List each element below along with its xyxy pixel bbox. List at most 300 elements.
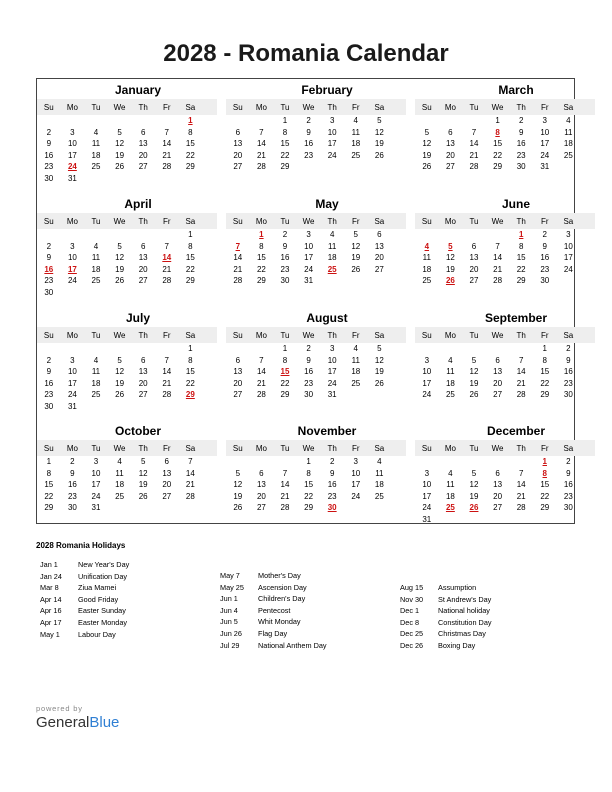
weekday-label: Sa [374,330,385,340]
weekday-label: Tu [91,443,101,453]
day-cell: 22 [304,491,314,501]
weekday-label: Mo [66,330,78,340]
day-cell: 1 [542,344,547,353]
day-cell: 1 [495,116,500,125]
holiday-row [400,640,492,652]
day-empty [273,456,297,468]
day-cell: 6 [377,230,382,239]
day-grid [415,456,595,525]
day-cell: 22 [185,378,195,388]
day-empty [84,343,108,355]
weekday-label: Th [516,102,526,112]
weekday-label: Th [138,102,148,112]
day-cell: 9 [566,355,571,365]
weekday-label: We [113,330,126,340]
holidays-title: 2028 Romania Holidays [36,541,126,550]
day-cell: 11 [351,355,360,365]
day-cell: 14 [162,139,172,148]
weekday-label: Fr [162,443,171,453]
holiday-date: May 1 [40,629,60,639]
day-cell: 23 [516,150,526,160]
holiday-column [40,559,129,640]
day-cell: 31 [540,162,550,171]
holiday-day-cell: 7 [235,241,241,251]
weekday-label: Th [327,443,337,453]
day-cell: 16 [304,139,314,148]
day-cell: 15 [185,139,195,148]
weekday-label: Su [421,216,432,226]
day-cell: 28 [469,162,479,171]
day-cell: 6 [448,127,453,137]
day-cell: 10 [563,241,573,251]
day-cell: 26 [374,378,384,388]
holiday-date: May 7 [220,571,240,580]
day-cell: 25 [351,378,361,388]
day-cell: 28 [233,276,243,285]
day-cell: 23 [280,264,290,274]
day-cell: 17 [67,150,77,160]
day-cell: 26 [115,162,125,171]
day-cell: 27 [233,162,243,171]
day-cell: 30 [44,401,54,411]
day-cell: 26 [115,390,125,399]
holiday-day-cell: 1 [518,230,524,239]
weekday-label: We [113,216,126,226]
holiday-column [220,570,327,651]
day-cell: 7 [471,127,477,137]
weekday-label: Sa [563,216,574,226]
day-cell: 20 [469,264,479,274]
day-cell: 27 [138,162,148,171]
weekday-label: Sa [563,443,574,453]
weekday-label: Th [516,216,526,226]
day-cell: 28 [256,162,266,171]
day-cell: 18 [351,139,361,148]
holiday-date: Mar 8 [40,583,59,593]
day-cell: 7 [259,355,264,365]
day-cell: 23 [540,264,550,274]
day-empty [226,115,250,127]
day-cell: 4 [566,116,571,125]
month-name: July [125,311,150,325]
day-cell: 25 [445,390,455,399]
day-cell: 20 [233,378,243,388]
day-cell: 12 [138,468,148,478]
day-cell: 18 [91,264,101,274]
holiday-name: Unification Day [78,571,128,581]
day-cell: 30 [516,162,526,171]
day-cell: 24 [304,264,314,274]
day-cell: 7 [282,468,288,478]
weekday-label: Su [232,216,243,226]
day-cell: 20 [138,264,148,274]
holiday-date: Jun 5 [220,617,238,627]
day-cell: 13 [445,139,455,148]
holiday-row [220,582,327,594]
holiday-row [40,617,129,629]
weekday-label: We [491,216,504,226]
weekday-label: Su [43,443,54,453]
holiday-name: Labour Day [78,629,116,639]
day-cell: 13 [469,253,479,262]
day-cell: 22 [185,264,195,274]
day-cell: 28 [493,276,503,285]
holiday-row [40,605,129,617]
day-cell: 21 [256,378,266,388]
day-cell: 14 [516,367,526,376]
day-cell: 21 [469,150,479,160]
weekday-label: Fr [351,443,360,453]
day-cell: 16 [516,139,526,148]
day-cell: 24 [327,150,337,160]
day-cell: 1 [46,457,52,466]
day-cell: 30 [67,503,77,512]
day-cell: 11 [115,468,124,478]
day-cell: 18 [91,378,101,388]
month-name: March [498,83,534,97]
day-cell: 27 [138,390,148,399]
weekday-label: Mo [444,102,456,112]
day-cell: 3 [353,457,358,466]
day-cell: 15 [185,253,195,262]
day-cell: 9 [46,139,52,148]
month-name: August [306,311,348,325]
day-cell: 5 [377,344,382,353]
day-cell: 7 [164,355,169,365]
holiday-column [400,582,492,652]
holiday-day-cell: 1 [542,457,547,466]
holiday-name: Mother's Day [258,571,301,580]
day-cell: 17 [422,378,432,388]
month-september [415,309,595,401]
day-cell: 15 [540,480,550,489]
day-cell: 8 [282,127,288,137]
day-cell: 16 [563,480,573,489]
day-cell: 18 [445,491,455,501]
holiday-name: Easter Monday [78,617,128,627]
day-cell: 13 [138,367,148,376]
day-cell: 6 [235,127,241,137]
day-cell: 1 [306,457,311,466]
day-cell: 10 [91,468,101,478]
weekday-label: We [491,102,504,112]
weekday-label: We [113,443,126,453]
day-cell: 15 [493,139,503,148]
day-cell: 31 [327,390,337,399]
month-april [37,195,217,298]
day-cell: 10 [422,367,432,376]
day-cell: 21 [516,491,526,501]
day-cell: 22 [185,150,195,160]
day-cell: 7 [495,241,500,251]
holiday-name: Flag Day [258,628,288,638]
day-cell: 19 [374,367,384,376]
weekday-label: Fr [540,330,549,340]
day-cell: 21 [162,264,172,274]
day-cell: 21 [256,150,266,160]
day-cell: 15 [256,253,266,262]
day-cell: 31 [304,276,314,285]
day-empty [108,115,132,127]
holiday-row [40,559,129,571]
weekday-label: Sa [374,443,385,453]
day-cell: 23 [44,162,54,171]
day-cell: 28 [256,390,266,399]
weekday-label: Fr [540,102,549,112]
day-cell: 13 [233,367,243,376]
day-cell: 27 [469,276,479,285]
day-cell: 24 [67,276,77,285]
day-empty [509,456,533,468]
day-empty [462,115,486,127]
weekday-header [415,440,595,456]
day-cell: 23 [327,491,337,501]
day-cell: 11 [91,253,101,262]
month-name: October [114,424,161,438]
day-cell: 22 [540,378,550,388]
day-cell: 6 [164,457,169,466]
day-cell: 26 [115,276,125,285]
day-cell: 29 [256,276,266,285]
day-cell: 3 [566,230,571,239]
day-cell: 3 [329,344,335,353]
holiday-row [220,605,327,617]
day-empty [61,343,85,355]
day-empty [250,343,274,355]
day-cell: 9 [329,468,335,478]
day-cell: 18 [563,139,573,148]
weekday-label: Sa [563,102,574,112]
day-cell: 2 [46,355,52,365]
day-cell: 19 [469,491,479,501]
day-cell: 9 [566,468,571,478]
day-cell: 17 [304,253,314,262]
holiday-name: Children's Day [258,594,306,604]
day-cell: 19 [351,253,361,262]
holiday-row [40,571,129,583]
month-march [415,81,595,173]
holiday-date: Dec 1 [400,606,420,616]
day-cell: 29 [280,162,290,171]
day-cell: 3 [542,116,547,125]
day-cell: 18 [422,264,432,274]
day-cell: 5 [471,468,477,478]
weekday-label: We [113,102,126,112]
weekday-label: Mo [444,216,456,226]
day-empty [84,115,108,127]
day-cell: 14 [233,253,243,262]
day-cell: 13 [256,480,266,489]
weekday-label: Mo [66,102,78,112]
holiday-day-cell: 24 [67,162,77,171]
month-name: February [301,83,353,97]
day-cell: 9 [70,468,75,478]
weekday-label: Th [138,443,148,453]
day-cell: 14 [256,367,266,376]
day-cell: 31 [67,401,77,411]
weekday-label: Sa [185,443,196,453]
day-cell: 1 [188,344,193,353]
day-cell: 4 [93,241,99,251]
day-cell: 28 [516,390,526,399]
day-cell: 2 [306,344,311,353]
day-cell: 18 [445,378,455,388]
day-cell: 1 [282,116,288,125]
day-empty [415,456,439,468]
day-cell: 19 [233,491,243,501]
holiday-date: Apr 17 [40,617,62,627]
day-cell: 15 [304,480,314,489]
weekday-label: Tu [469,216,479,226]
day-cell: 20 [374,253,384,262]
day-cell: 28 [280,503,290,512]
day-cell: 18 [115,480,125,489]
holiday-date: Dec 26 [400,640,424,650]
day-cell: 11 [564,127,573,137]
holiday-name: Easter Sunday [78,606,126,616]
day-cell: 17 [91,480,101,489]
month-may [226,195,406,287]
day-cell: 10 [351,468,361,478]
day-cell: 29 [185,162,195,171]
day-cell: 5 [353,230,358,239]
month-february [226,81,406,173]
day-cell: 11 [351,127,360,137]
day-cell: 28 [516,503,526,512]
day-cell: 12 [445,253,455,262]
holiday-date: Nov 30 [400,594,424,604]
weekday-label: Tu [469,443,479,453]
day-empty [226,229,250,241]
day-cell: 29 [304,503,314,512]
month-name: December [486,424,546,438]
holiday-day-cell: 17 [67,264,77,274]
day-cell: 15 [280,139,290,148]
day-cell: 5 [117,355,122,365]
day-cell: 28 [162,390,172,399]
weekday-label: Tu [469,102,479,112]
day-cell: 27 [493,503,503,512]
day-cell: 18 [91,150,101,160]
day-cell: 27 [162,491,172,501]
day-cell: 4 [93,127,99,137]
day-grid [226,456,406,514]
day-cell: 17 [351,480,361,489]
day-cell: 3 [70,127,75,137]
weekday-label: Th [516,330,526,340]
holiday-day-cell: 26 [469,503,479,512]
day-cell: 28 [162,276,172,285]
day-cell: 8 [188,127,193,137]
weekday-header [37,440,217,456]
day-grid [226,229,406,287]
day-cell: 30 [44,287,54,297]
holiday-row [220,593,327,605]
day-cell: 24 [327,378,337,388]
day-cell: 17 [67,378,77,388]
day-cell: 14 [280,480,290,489]
month-july [37,309,217,412]
day-cell: 9 [282,241,288,251]
holiday-row [40,594,129,606]
day-cell: 21 [516,378,526,388]
weekday-header [37,213,217,229]
day-grid [37,456,217,514]
day-cell: 10 [67,139,77,148]
holiday-row [400,628,492,640]
day-cell: 6 [140,127,146,137]
day-cell: 21 [233,264,243,274]
month-january [37,81,217,184]
day-cell: 17 [327,139,337,148]
month-name: April [124,197,152,211]
day-cell: 16 [304,367,314,376]
day-cell: 25 [351,150,361,160]
day-cell: 4 [448,468,453,478]
day-cell: 25 [422,276,432,285]
day-cell: 29 [44,503,54,512]
weekday-header [226,213,406,229]
holiday-date: Apr 16 [40,606,62,616]
day-cell: 15 [540,367,550,376]
day-cell: 21 [162,150,172,160]
day-cell: 23 [44,390,54,399]
day-cell: 16 [280,253,290,262]
page-title: 2028 - Romania Calendar [163,40,449,67]
holiday-day-cell: 5 [448,241,453,251]
day-cell: 25 [374,491,384,501]
day-cell: 9 [542,241,547,251]
weekday-label: Fr [351,102,360,112]
weekday-label: We [491,443,504,453]
day-cell: 11 [422,253,431,262]
holiday-name: National Anthem Day [258,640,327,650]
day-cell: 22 [44,491,54,501]
day-cell: 27 [138,276,148,285]
month-name: January [114,83,162,97]
day-cell: 26 [374,150,384,160]
holiday-name: Constitution Day [438,617,492,627]
weekday-header [415,99,595,115]
holiday-day-cell: 4 [424,241,430,251]
day-cell: 19 [138,480,148,489]
day-cell: 20 [138,150,148,160]
day-cell: 14 [469,139,479,148]
weekday-label: Su [421,330,432,340]
brand-name-blue: Blue [89,714,120,731]
day-cell: 11 [328,241,337,251]
weekday-header [226,440,406,456]
day-cell: 12 [422,139,432,148]
weekday-label: Su [421,102,432,112]
day-grid [226,115,406,173]
day-grid [37,115,217,184]
day-cell: 26 [351,264,361,274]
day-cell: 28 [162,162,172,171]
day-cell: 10 [67,367,77,376]
day-cell: 8 [259,241,264,251]
holiday-day-cell: 8 [495,127,500,137]
day-cell: 23 [67,491,77,501]
day-cell: 11 [91,139,101,148]
month-august [226,309,406,401]
day-cell: 25 [115,491,125,501]
holiday-name: Whit Monday [258,617,301,627]
day-cell: 18 [327,253,337,262]
day-cell: 23 [563,378,573,388]
month-november [226,422,406,514]
day-empty [509,343,533,355]
